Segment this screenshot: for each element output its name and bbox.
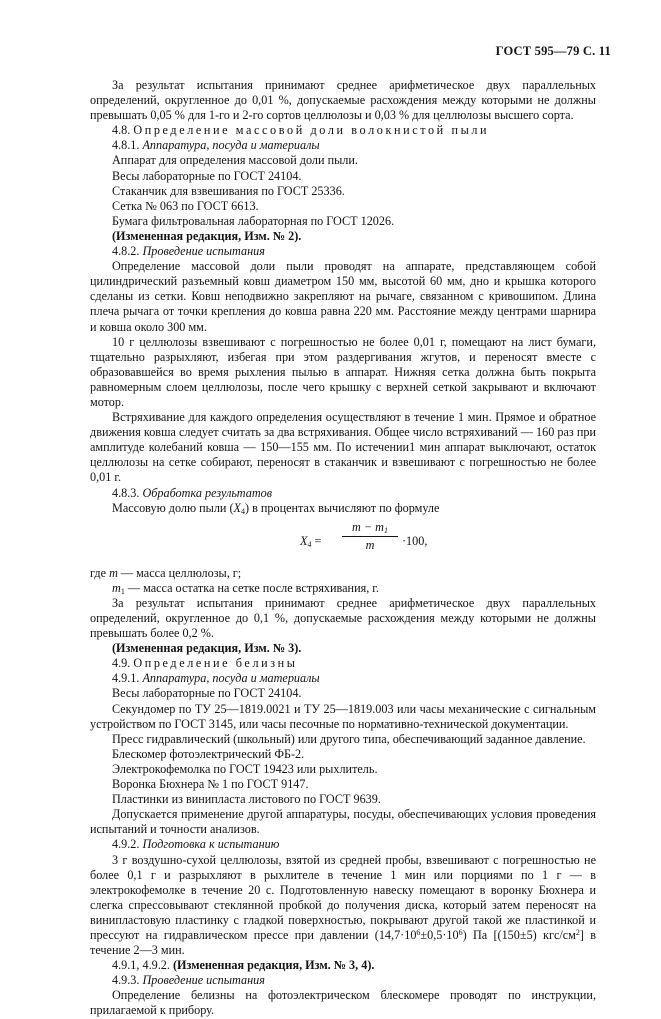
section-4-9-heading (90, 656, 596, 671)
formula-lhs: $X_4$ = (300, 533, 322, 549)
list-item: Секундомер по ТУ 25—1819.0021 и ТУ 25—1819.003 или часы механические с сигнальным устройством по ГОСТ 3145, или часы песочные по нормативно-технической документации. (90, 701, 596, 731)
list-item: Весы лабораторные по ГОСТ 24104. (112, 686, 302, 701)
formula-denominator: m (365, 537, 375, 552)
amendment-note: (Измененная редакция, Изм. № 2). (112, 228, 302, 243)
list-item: Стаканчик для взвешивания по ГОСТ 25336. (112, 183, 345, 198)
paragraph-allowed-equipment: Допускается применение другой аппаратуры, посуды, обеспечивающих условия проведения испытаний и точности анализов. (90, 807, 596, 837)
list-item: Бумага фильтровальная лабораторная по ГОСТ 12026. (112, 213, 395, 228)
paragraph-apparatus-description: Определение массовой доли пыли проводят на аппарате, представляющем собой цилиндрический разъемный ковш диаметром 150 мм, высотой 60 мм, дно и крышка которого сделаны из сетки. Ковш неподвижно закрепляют на рычаге, связанном с кривошипом. Длина плеча рычага от точки крепления до ковша равна 220 мм. Расстояние между центрами шарнира и ковша около 300 мм. (90, 259, 596, 334)
subsection-title: Обработка результатов (142, 485, 273, 500)
paragraph-shaking-procedure: Встряхивание для каждого определения осуществляют в течение 1 мин. Прямое и обратное движения ковша следует считать за два встряхивания. Общее число встряхиваний — 160 раз при амплитуде колебаний ковша — 150—155 мм. По истечении1 мин аппарат выключают, остаток целлюлозы на сетке собирают, переносят в стаканчик и взвешивают с погрешностью не более 0,01 г. (90, 410, 596, 485)
section-title: Определение белизны (133, 656, 298, 671)
subsection-4-9-2-heading (90, 837, 596, 852)
subsection-title: Аппаратура, посуда и материалы (142, 138, 320, 153)
formula-where-m: где m — масса целлюлозы, г; (90, 565, 242, 580)
paragraph-sample-pressing: 3 г воздушно-сухой целлюлозы, взятой из средней пробы, взвешивают с погрешностью не более 0,1 г и разрыхляют в рыхлителе в течение 1 мин или порциями по 1 г — в электрокофемолке в течение 20 с. Подготовленную навеску помещают в воронку Бюхнера и слегка спрессовывают стеклянной пробкой до получения диска, который затем переносят на винипластовую пластинку с гладкой поверхностью, покрывают другой такой же пластинкой и прессуют на гидравлическом прессе при давлении $(14,7\cdot 10^6\pm 0,5\cdot 10^6)$ Па [(150±5) кгс/$см^2$] в течение 2—3 мин. (90, 852, 596, 958)
list-item: Аппарат для определения массовой доли пыли. (112, 153, 358, 168)
subsection-number: 4.8.1. (112, 138, 140, 153)
amendment-note: (Измененная редакция, Изм. № 3). (112, 641, 302, 656)
subsection-number: 4.8.3. (112, 485, 140, 500)
paragraph-sample-preparation: 10 г целлюлозы взвешивают с погрешностью не более 0,01 г, помещают на лист бумаги, тщательно разрыхляют, избегая при этом раздергивания жгутов, и переносят вместе с образовавшейся во время рыхления пылью в аппарат. Нижняя сетка должна быть покрыта равномерным слоем целлюлозы, после чего крышку с верхней сеткой закрывают и включают мотор. (90, 334, 596, 409)
section-number: 4.8. (112, 123, 131, 138)
subsection-title: Подготовка к испытанию (142, 837, 280, 852)
list-item: Пресс гидравлический (школьный) или другого типа, обеспечивающий заданное давление. (112, 731, 586, 746)
formula-fraction (342, 520, 398, 553)
formula-dust-fraction (90, 520, 596, 564)
subsection-4-9-3-heading (90, 973, 596, 988)
list-item: Электрокофемолка по ГОСТ 19423 или рыхлитель. (112, 761, 378, 776)
section-4-8-heading (90, 123, 596, 138)
page-header: ГОСТ 595—79 С. 11 (495, 44, 611, 58)
subsection-4-8-1-heading (90, 138, 596, 153)
subsection-number: 4.9.2. (112, 837, 140, 852)
list-item: Весы лабораторные по ГОСТ 24104. (112, 168, 302, 183)
paragraph-result-4-7: За результат испытания принимают среднее арифметическое двух параллельных определений, округленное до 0,01 %, допускаемые расхождения между которыми не должны превышать 0,05 % для 1-го и 2-го сортов целлюлозы и 0,03 % для целлюлозы высшего сорта. (90, 78, 596, 123)
formula-where-m1: $m_1$ — масса остатка на сетке после встряхивания, г. (112, 580, 379, 596)
subsection-title: Проведение испытания (142, 973, 265, 988)
section-title: Определение массовой доли волокнистой пыли (133, 123, 490, 138)
formula-rhs: ·100, (402, 533, 428, 548)
formula-intro: Массовую долю пыли $(X_4)$ в процентах вычисляют по формуле (112, 500, 440, 516)
subsection-title: Аппаратура, посуда и материалы (142, 671, 320, 686)
list-item: Воронка Бюхнера № 1 по ГОСТ 9147. (112, 777, 309, 792)
subsection-4-8-2-heading (90, 244, 596, 259)
subsection-4-8-3-heading (90, 486, 596, 501)
subsection-number: 4.9.3. (112, 973, 140, 988)
paragraph-result-4-8: За результат испытания принимают среднее арифметическое двух параллельных определений, округленное до 0,1 %, допускаемые расхождения между которыми не должны превышать более 0,2 %. (90, 595, 596, 641)
subsection-number: 4.8.2. (112, 244, 140, 259)
subsection-number: 4.9.1. (112, 671, 140, 686)
list-item: Сетка № 063 по ГОСТ 6613. (112, 198, 259, 213)
formula-numerator: $m - m_1$ (342, 520, 398, 537)
section-number: 4.9. (112, 656, 131, 671)
list-item: Пластинки из винипласта листового по ГОСТ 9639. (112, 792, 381, 807)
document-body (90, 78, 596, 1019)
list-item: Блескомер фотоэлектрический ФБ-2. (112, 746, 305, 761)
subsection-title: Проведение испытания (142, 244, 265, 259)
variable-x: X (233, 500, 241, 515)
subsection-4-9-1-heading (90, 671, 596, 686)
paragraph-whiteness-test: Определение белизны на фотоэлектрическом блескомере проводят по инструкции, прилагаемой к прибору. (90, 988, 596, 1018)
amendment-note-4-9: 4.9.1, 4.9.2. (Измененная редакция, Изм. № 3, 4). (112, 958, 375, 973)
